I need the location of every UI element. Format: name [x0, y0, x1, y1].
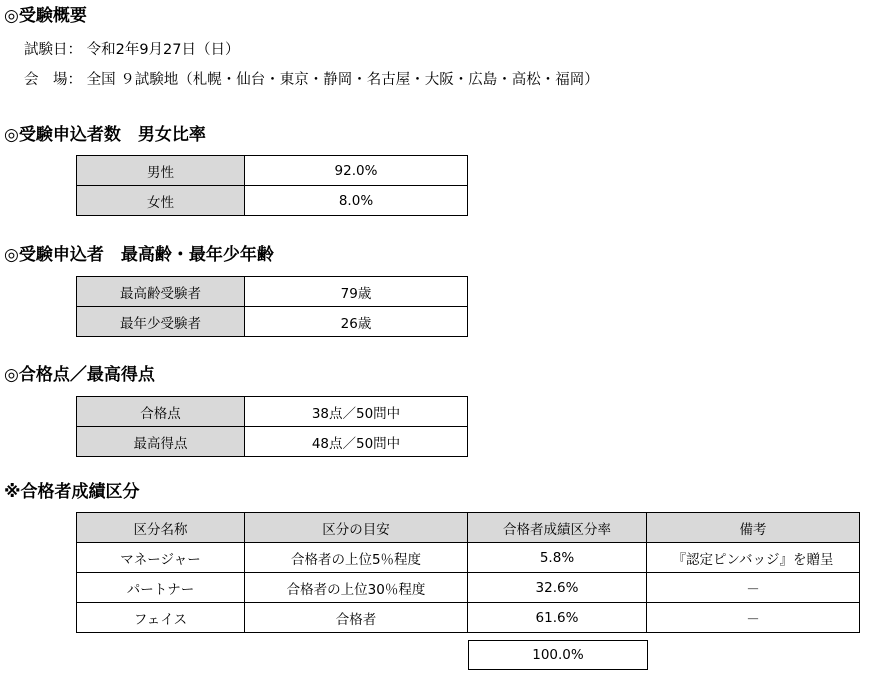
top-score-value: 48点／50問中	[245, 427, 468, 457]
age-table	[76, 276, 468, 337]
results-heading: ※合格者成績区分	[4, 482, 140, 502]
age-youngest-label: 最年少受験者	[77, 307, 245, 337]
venue-label: 会 場：	[24, 72, 82, 88]
header-remarks: 備考	[647, 513, 860, 543]
age-youngest-value: 26歳	[245, 307, 468, 337]
row-guide: 合格者の上位30％程度	[245, 573, 468, 603]
top-score-label: 最高得点	[77, 427, 245, 457]
row-name: フェイス	[77, 603, 245, 633]
gender-heading: ◎受験申込者数 男女比率	[4, 125, 206, 145]
age-heading: ◎受験申込者 最高齢・最年少年齢	[4, 245, 274, 265]
table-row	[77, 573, 860, 603]
age-oldest-value: 79歳	[245, 277, 468, 307]
exam-date-value: 令和2年9月27日（日）	[86, 42, 240, 58]
table-row	[77, 427, 468, 457]
gender-table	[76, 155, 468, 216]
exam-date-label: 試験日：	[24, 42, 82, 58]
score-table	[76, 396, 468, 457]
header-category-name: 区分名称	[77, 513, 245, 543]
table-row	[77, 397, 468, 427]
table-row	[77, 603, 860, 633]
row-guide: 合格者の上位5％程度	[245, 543, 468, 573]
venue-line	[24, 70, 599, 90]
row-remarks: －	[647, 603, 860, 633]
row-remarks: －	[647, 573, 860, 603]
venue-value: 全国 ９試験地（札幌・仙台・東京・静岡・名古屋・大阪・広島・高松・福岡）	[86, 72, 599, 88]
table-row	[77, 186, 468, 216]
results-table	[76, 512, 860, 633]
row-name: パートナー	[77, 573, 245, 603]
header-category-guide: 区分の目安	[245, 513, 468, 543]
row-rate: 32.6%	[468, 573, 647, 603]
gender-female-value: 8.0%	[245, 186, 468, 216]
gender-female-label: 女性	[77, 186, 245, 216]
gender-male-label: 男性	[77, 156, 245, 186]
table-row	[77, 277, 468, 307]
row-remarks: 『認定ピンバッジ』を贈呈	[647, 543, 860, 573]
table-row	[77, 543, 860, 573]
overview-heading: ◎受験概要	[4, 6, 87, 26]
score-heading: ◎合格点／最高得点	[4, 365, 155, 385]
total-rate: 100.0%	[468, 640, 648, 670]
row-rate: 5.8%	[468, 543, 647, 573]
table-header-row	[77, 513, 860, 543]
age-oldest-label: 最高齢受験者	[77, 277, 245, 307]
row-name: マネージャー	[77, 543, 245, 573]
row-guide: 合格者	[245, 603, 468, 633]
header-category-rate: 合格者成績区分率	[468, 513, 647, 543]
pass-score-value: 38点／50問中	[245, 397, 468, 427]
gender-male-value: 92.0%	[245, 156, 468, 186]
pass-score-label: 合格点	[77, 397, 245, 427]
exam-date-line	[24, 40, 240, 60]
table-row	[77, 307, 468, 337]
row-rate: 61.6%	[468, 603, 647, 633]
table-row	[77, 156, 468, 186]
